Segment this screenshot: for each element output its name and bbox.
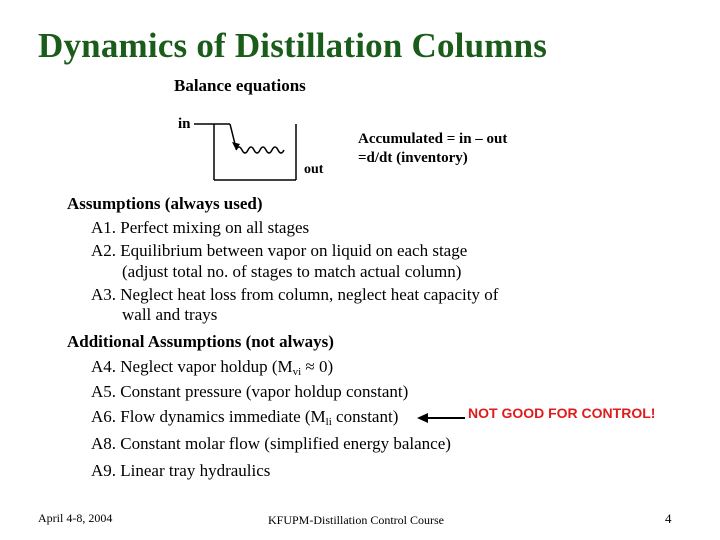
inventory-derivative: =d/dt (inventory) — [358, 150, 468, 166]
slide-title: Dynamics of Distillation Columns — [38, 26, 548, 65]
not-good-for-control-callout: NOT GOOD FOR CONTROL! — [468, 405, 656, 421]
assumption-a4 — [91, 357, 333, 377]
footer-date: April 4-8, 2004 — [38, 511, 113, 525]
additional-assumptions-heading: Additional Assumptions (not always) — [67, 332, 334, 351]
assumption-a6 — [91, 407, 398, 427]
a6-text-end: constant) — [331, 407, 399, 426]
assumption-a8: A8. Constant molar flow (simplified energy balance) — [91, 434, 451, 453]
footer-course: KFUPM-Distillation Control Course — [268, 513, 445, 527]
a6-subscript: li — [325, 416, 332, 428]
in-stream-arrow-down — [230, 124, 236, 148]
assumption-a3: A3. Neglect heat loss from column, neglect heat capacity of — [91, 285, 499, 304]
page-number: 4 — [665, 511, 672, 526]
assumption-a2-continued: (adjust total no. of stages to match actual column) — [122, 262, 462, 281]
assumption-a9: A9. Linear tray hydraulics — [91, 461, 271, 480]
assumption-a2: A2. Equilibrium between vapor on liquid on each stage — [91, 241, 468, 260]
a6-text: A6. Flow dynamics immediate (M — [91, 407, 326, 426]
out-label: out — [304, 162, 324, 177]
assumptions-heading: Assumptions (always used) — [67, 194, 263, 213]
a4-text: A4. Neglect vapor holdup (M — [91, 357, 293, 376]
balance-equations-heading: Balance equations — [174, 76, 306, 95]
accumulation-equation: Accumulated = in – out — [358, 131, 508, 147]
in-arrowhead — [232, 142, 240, 150]
liquid-level-wave — [236, 147, 284, 153]
a4-subscript: vi — [292, 366, 302, 378]
assumption-a5: A5. Constant pressure (vapor holdup constant) — [91, 382, 409, 401]
in-label: in — [178, 116, 191, 132]
a4-text-end: ≈ 0) — [301, 357, 334, 376]
assumption-a1: A1. Perfect mixing on all stages — [91, 218, 310, 237]
assumption-a3-continued: wall and trays — [122, 305, 218, 324]
